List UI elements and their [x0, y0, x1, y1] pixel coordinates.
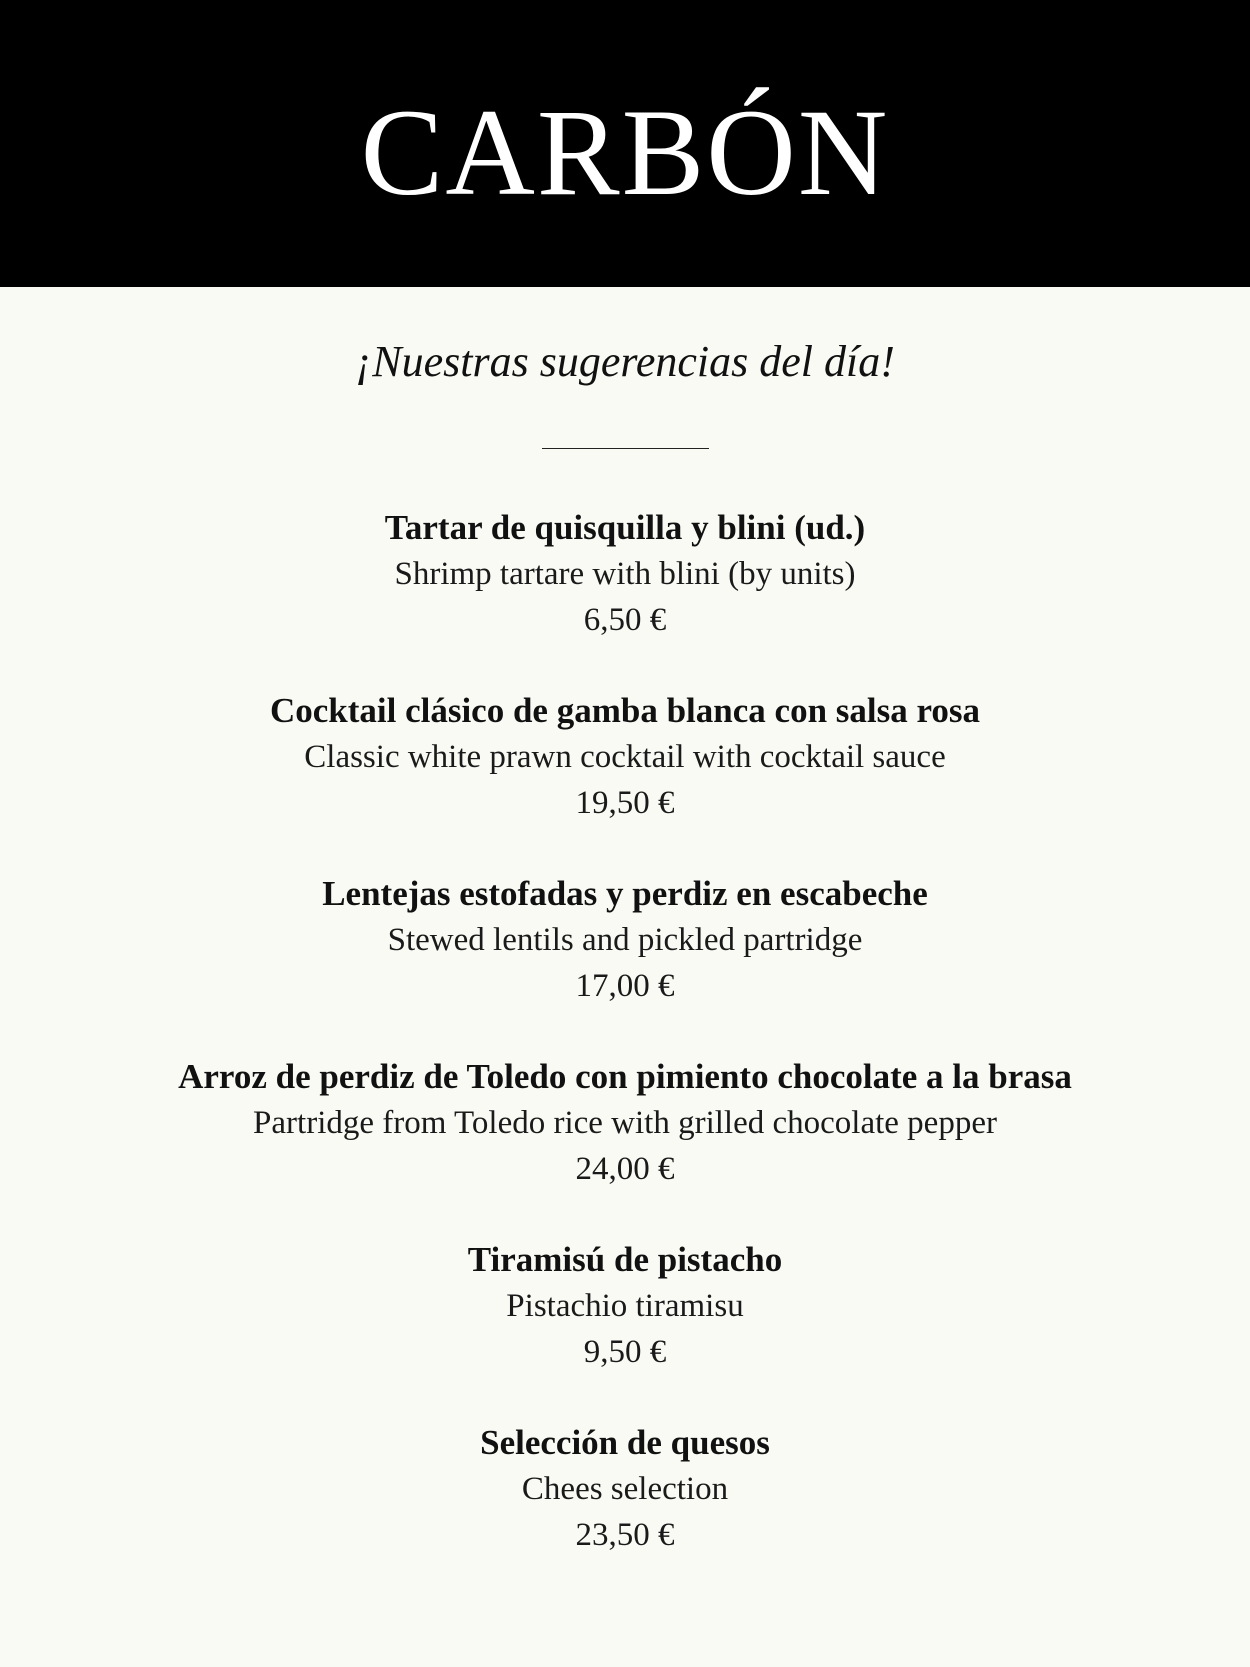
menu-subtitle: ¡Nuestras sugerencias del día! [355, 337, 895, 386]
menu-item-price: 9,50 € [583, 1334, 667, 1370]
menu-item-name: Arroz de perdiz de Toledo con pimiento chocolate a la brasa [178, 1057, 1072, 1096]
menu-item-description: Shrimp tartare with blini (by units) [394, 556, 856, 592]
menu-item-description: Classic white prawn cocktail with cocktail sauce [304, 739, 946, 775]
restaurant-logo-text: CARBÓN [360, 84, 890, 221]
menu-item [0, 1054, 1250, 1192]
menu-item-description: Partridge from Toledo rice with grilled chocolate pepper [253, 1105, 997, 1141]
header-banner [0, 0, 1250, 287]
menu-item-price: 19,50 € [575, 785, 675, 821]
menu-item-description: Stewed lentils and pickled partridge [387, 922, 863, 958]
menu-item-name: Tartar de quisquilla y blini (ud.) [384, 508, 866, 547]
menu-item-description: Pistachio tiramisu [506, 1288, 744, 1324]
menu-item [0, 688, 1250, 826]
menu-item [0, 1237, 1250, 1375]
menu-item [0, 505, 1250, 643]
menu-item-price: 17,00 € [575, 968, 675, 1004]
divider-line [542, 448, 709, 449]
menu-item-name: Selección de quesos [480, 1423, 770, 1462]
menu-item-name: Lentejas estofadas y perdiz en escabeche [322, 874, 928, 913]
menu-item-name: Cocktail clásico de gamba blanca con salsa rosa [269, 691, 981, 730]
menu-item-price: 23,50 € [575, 1517, 675, 1553]
menu-item [0, 871, 1250, 1009]
menu-item-price: 24,00 € [575, 1151, 675, 1187]
menu-item [0, 1420, 1250, 1558]
menu-item-name: Tiramisú de pistacho [467, 1240, 783, 1279]
menu-item-description: Chees selection [521, 1471, 729, 1507]
menu-item-price: 6,50 € [583, 602, 667, 638]
